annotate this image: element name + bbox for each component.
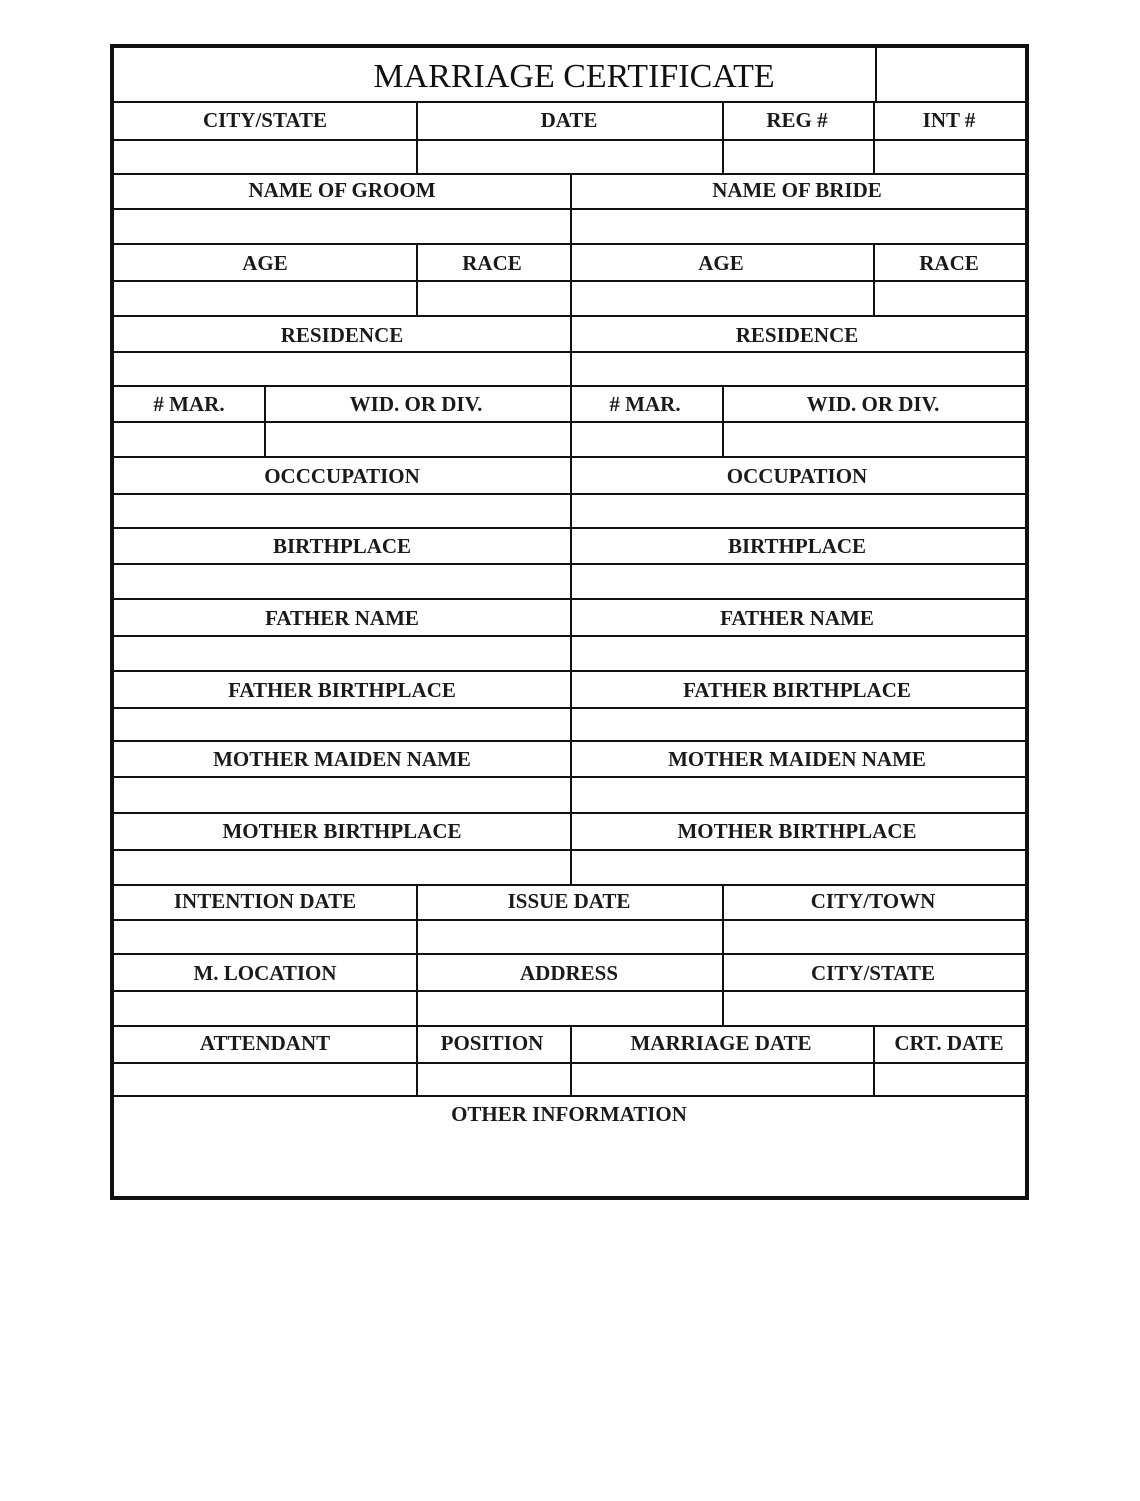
bride-occupation-field[interactable] bbox=[572, 495, 1023, 525]
label-groom-birthplace: BIRTHPLACE bbox=[272, 534, 412, 558]
groom-occupation-field[interactable] bbox=[116, 495, 568, 525]
label-bride-birthplace: BIRTHPLACE bbox=[727, 534, 867, 558]
intention-date-field[interactable] bbox=[116, 921, 414, 951]
int-number-field[interactable] bbox=[875, 141, 1023, 171]
label-groom-age: AGE bbox=[242, 251, 288, 275]
label-reg-number: REG # bbox=[766, 108, 828, 132]
bride-num-mar-field[interactable] bbox=[572, 423, 720, 454]
city-state-field[interactable] bbox=[116, 141, 414, 171]
label-ceremony-city-state: CITY/STATE bbox=[810, 961, 936, 985]
bride-mother-birthplace-field[interactable] bbox=[572, 851, 1023, 882]
grid-line bbox=[114, 101, 1025, 103]
label-int-number: INT # bbox=[922, 108, 976, 132]
label-bride-father-name: FATHER NAME bbox=[720, 606, 874, 630]
groom-birthplace-field[interactable] bbox=[116, 565, 568, 596]
label-bride-father-birthplace: FATHER BIRTHPLACE bbox=[683, 678, 911, 702]
label-bride-name: NAME OF BRIDE bbox=[712, 178, 882, 202]
bride-father-birthplace-field[interactable] bbox=[572, 709, 1023, 738]
bride-name-field[interactable] bbox=[572, 210, 1023, 241]
ceremony-city-state-field[interactable] bbox=[724, 992, 1023, 1023]
label-groom-father-name: FATHER NAME bbox=[265, 606, 419, 630]
label-city-town: CITY/TOWN bbox=[810, 889, 936, 913]
label-bride-mother-maiden-name: MOTHER MAIDEN NAME bbox=[668, 747, 926, 771]
city-town-field[interactable] bbox=[724, 921, 1023, 951]
certificate-title: MARRIAGE CERTIFICATE bbox=[373, 58, 775, 95]
groom-father-name-field[interactable] bbox=[116, 637, 568, 668]
label-attendant: ATTENDANT bbox=[199, 1031, 331, 1055]
label-groom-mother-maiden-name: MOTHER MAIDEN NAME bbox=[213, 747, 471, 771]
groom-residence-field[interactable] bbox=[116, 353, 568, 383]
reg-number-field[interactable] bbox=[724, 141, 871, 171]
bride-age-field[interactable] bbox=[572, 282, 871, 313]
label-crt-date: CRT. DATE bbox=[894, 1031, 1004, 1055]
grid-line bbox=[114, 884, 1025, 886]
attendant-field[interactable] bbox=[116, 1064, 414, 1093]
label-groom-num-mar: # MAR. bbox=[153, 392, 225, 416]
bride-race-field[interactable] bbox=[875, 282, 1023, 313]
groom-num-mar-field[interactable] bbox=[116, 423, 262, 454]
label-date: DATE bbox=[540, 108, 598, 132]
label-city-state: CITY/STATE bbox=[202, 108, 328, 132]
bride-mother-maiden-name-field[interactable] bbox=[572, 778, 1023, 810]
grid-line bbox=[875, 48, 877, 101]
position-field[interactable] bbox=[418, 1064, 568, 1093]
label-bride-mother-birthplace: MOTHER BIRTHPLACE bbox=[677, 819, 917, 843]
label-groom-occupation: OCCCUPATION bbox=[264, 464, 420, 488]
label-bride-age: AGE bbox=[698, 251, 744, 275]
label-groom-race: RACE bbox=[462, 251, 522, 275]
label-position: POSITION bbox=[440, 1031, 544, 1055]
label-address: ADDRESS bbox=[519, 961, 619, 985]
bride-birthplace-field[interactable] bbox=[572, 565, 1023, 596]
groom-race-field[interactable] bbox=[418, 282, 568, 313]
label-groom-father-birthplace: FATHER BIRTHPLACE bbox=[228, 678, 456, 702]
grid-line bbox=[114, 1095, 1025, 1097]
groom-mother-birthplace-field[interactable] bbox=[116, 851, 568, 882]
label-groom-wid-div: WID. OR DIV. bbox=[349, 392, 483, 416]
label-issue-date: ISSUE DATE bbox=[507, 889, 631, 913]
label-groom-residence: RESIDENCE bbox=[280, 323, 404, 347]
bride-residence-field[interactable] bbox=[572, 353, 1023, 383]
groom-mother-maiden-name-field[interactable] bbox=[116, 778, 568, 810]
issue-date-field[interactable] bbox=[418, 921, 720, 951]
groom-wid-div-field[interactable] bbox=[266, 423, 568, 454]
groom-age-field[interactable] bbox=[116, 282, 414, 313]
label-marriage-date: MARRIAGE DATE bbox=[630, 1031, 812, 1055]
marriage-date-field[interactable] bbox=[572, 1064, 871, 1093]
groom-name-field[interactable] bbox=[116, 210, 568, 241]
address-field[interactable] bbox=[418, 992, 720, 1023]
label-bride-occupation: OCCUPATION bbox=[726, 464, 868, 488]
label-bride-residence: RESIDENCE bbox=[735, 323, 859, 347]
other-information-field[interactable] bbox=[116, 1130, 1023, 1193]
groom-father-birthplace-field[interactable] bbox=[116, 709, 568, 738]
label-bride-race: RACE bbox=[919, 251, 979, 275]
label-groom-mother-birthplace: MOTHER BIRTHPLACE bbox=[222, 819, 462, 843]
label-bride-wid-div: WID. OR DIV. bbox=[806, 392, 940, 416]
label-bride-num-mar: # MAR. bbox=[609, 392, 681, 416]
crt-date-field[interactable] bbox=[875, 1064, 1023, 1093]
label-m-location: M. LOCATION bbox=[193, 961, 337, 985]
label-groom-name: NAME OF GROOM bbox=[248, 178, 436, 202]
bride-wid-div-field[interactable] bbox=[724, 423, 1023, 454]
label-other-information: OTHER INFORMATION bbox=[451, 1102, 687, 1126]
date-field[interactable] bbox=[418, 141, 720, 171]
title-corner-field[interactable] bbox=[878, 50, 1023, 99]
label-intention-date: INTENTION DATE bbox=[173, 889, 357, 913]
m-location-field[interactable] bbox=[116, 992, 414, 1023]
bride-father-name-field[interactable] bbox=[572, 637, 1023, 668]
grid-line bbox=[114, 953, 1025, 955]
